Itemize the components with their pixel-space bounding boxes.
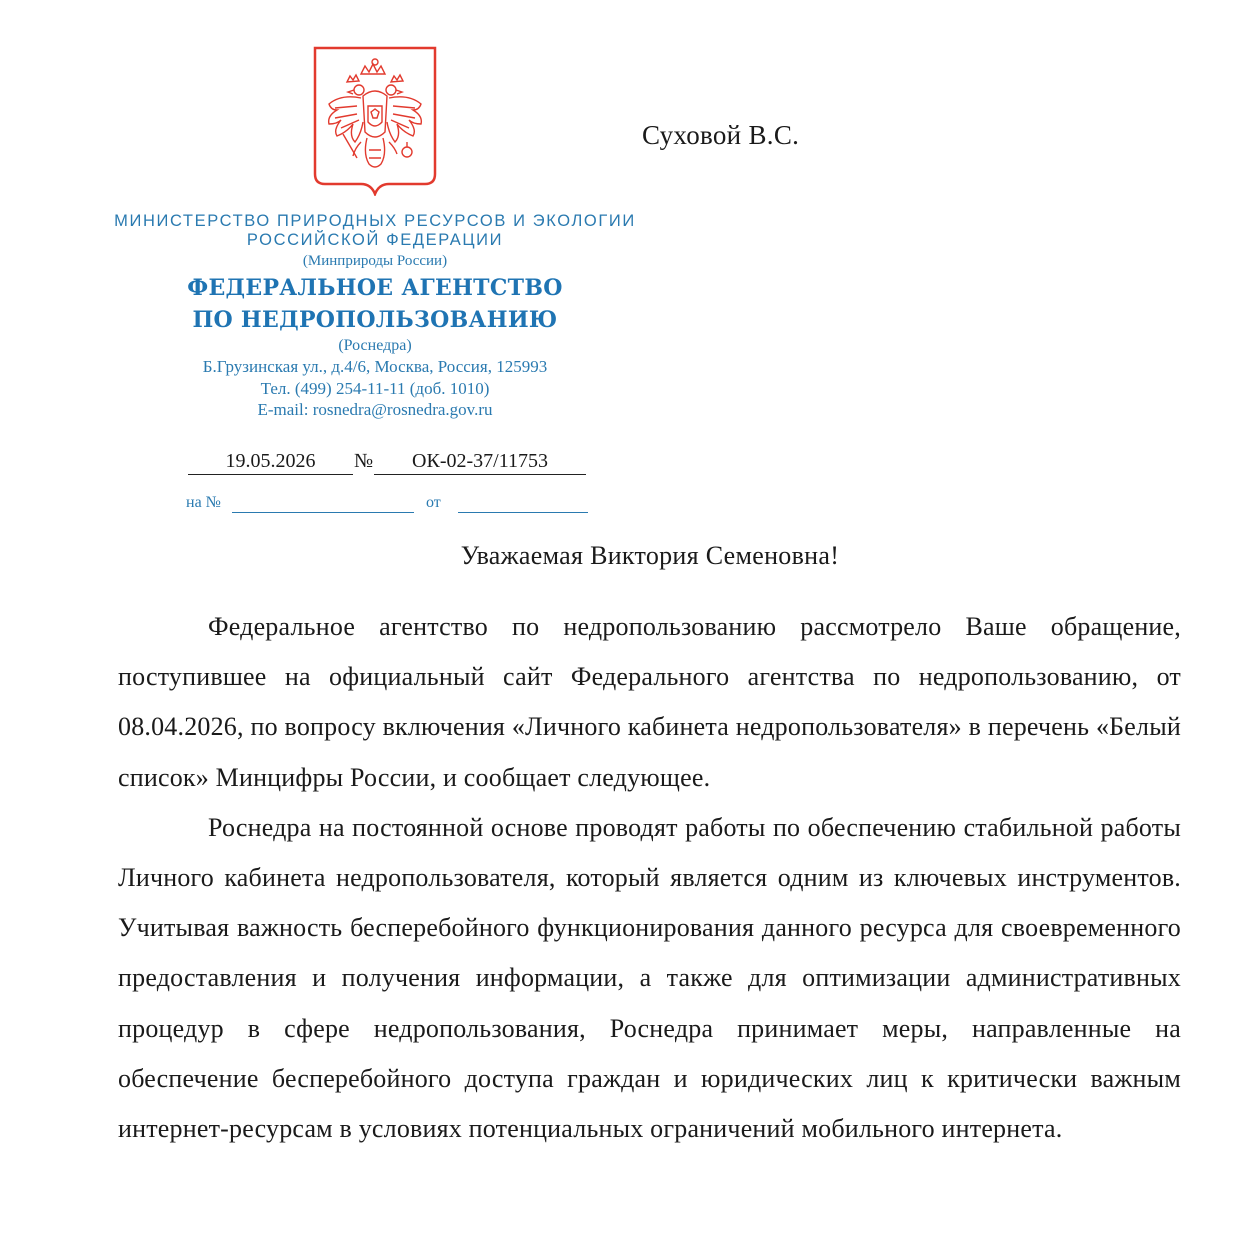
- agency-email: E-mail: rosnedra@rosnedra.gov.ru: [257, 400, 493, 419]
- letterhead: [110, 212, 640, 421]
- ministry-short-name: (Минприроды России): [302, 253, 448, 269]
- agency-name-line2: ПО НЕДРОПОЛЬЗОВАНИЮ: [192, 307, 558, 333]
- agency-name-line1: ФЕДЕРАЛЬНОЕ АГЕНТСТВО: [187, 275, 563, 301]
- registration-number: ОК-02-37/11753: [374, 450, 586, 475]
- agency-phone: Тел. (499) 254-11-11 (доб. 1010): [260, 378, 490, 398]
- recipient-name: Суховой В.С.: [642, 120, 800, 150]
- number-sign: №: [354, 450, 374, 472]
- body-paragraph: Федеральное агентство по недропользованию рассмотрело Ваше обращение, поступившее на официальный сайт Федерального агентства по недропользованию, от 08.04.2026, по вопросу включения «Личного кабинета недропользователя» в перечень «Белый список» Минцифры России, и сообщает следующее.: [118, 612, 1181, 792]
- reference-date-blank: [458, 512, 588, 513]
- agency-address: Б.Грузинская ул., д.4/6, Москва, Россия, 125993: [202, 357, 548, 376]
- reference-number-label: на №: [186, 494, 221, 511]
- reference-number-blank: [232, 512, 414, 513]
- registration-date: 19.05.2026: [188, 450, 353, 475]
- registration-line: [186, 450, 586, 476]
- reference-date-label: от: [426, 494, 441, 511]
- coat-of-arms-emblem: [313, 46, 437, 196]
- ministry-name-line1: МИНИСТЕРСТВО ПРИРОДНЫХ РЕСУРСОВ И ЭКОЛОГИИ: [114, 212, 636, 230]
- letter-body: [118, 602, 1181, 1154]
- agency-short-name: (Роснедра): [338, 337, 412, 354]
- russian-coat-of-arms-icon: [313, 46, 437, 196]
- salutation: Уважаемая Виктория Семеновна!: [460, 541, 840, 570]
- ministry-name-line2: РОССИЙСКОЙ ФЕДЕРАЦИИ: [246, 231, 504, 249]
- body-paragraph: Роснедра на постоянной основе проводят работы по обеспечению стабильной работы Личного кабинета недропользователя, который является одним из ключевых инструментов. Учитывая важность бесперебойного функционирования данного ресурса для своевременного предоставления и получения информации, а также для оптимизации административных процедур в сфере недропользования, Роснедра принимает меры, направленные на обеспечение бесперебойного доступа граждан и юридических лиц к критически важным интернет-ресурсам в условиях потенциальных ограничений мобильного интернета.: [118, 812, 1181, 1144]
- reference-line: [186, 494, 588, 516]
